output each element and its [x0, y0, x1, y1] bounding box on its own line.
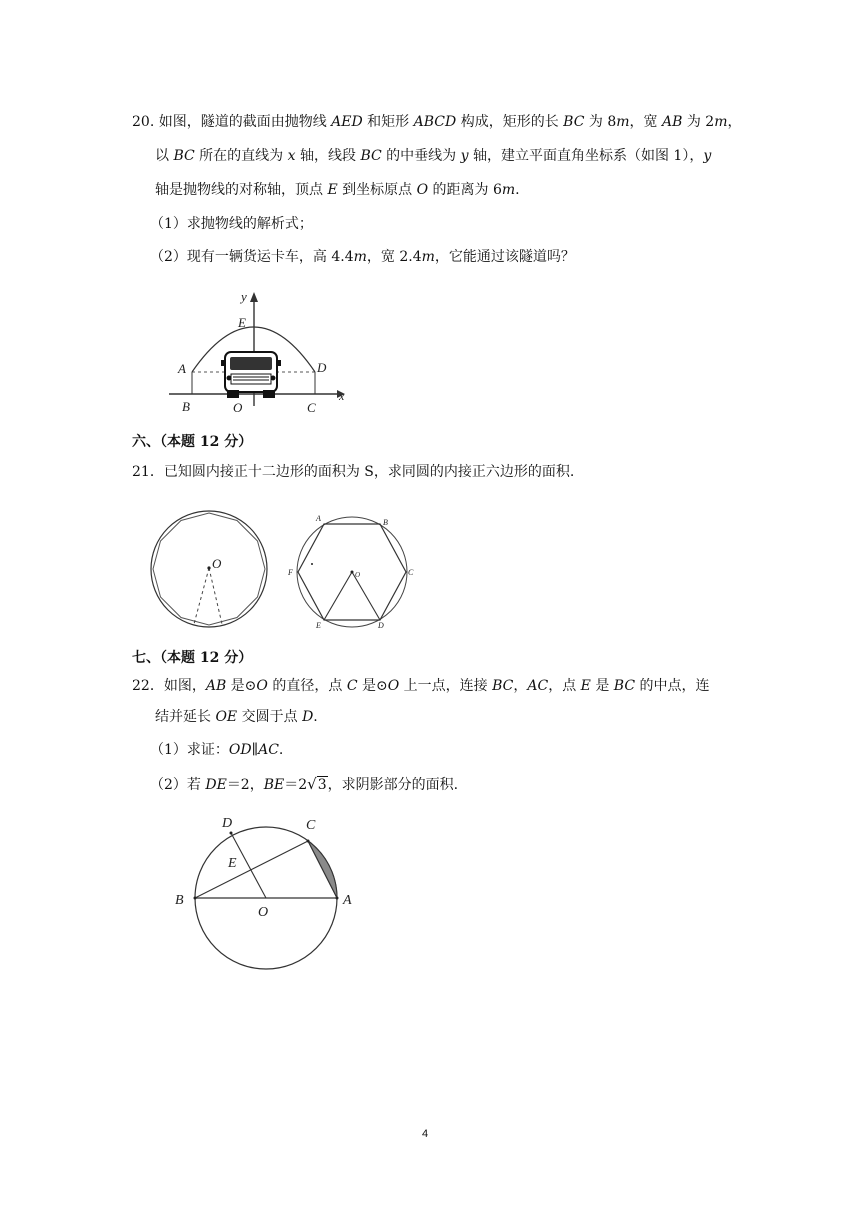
- label-a: A: [343, 893, 352, 908]
- label-c: C: [408, 568, 414, 577]
- label-a: A: [178, 361, 186, 376]
- label-c: C: [307, 400, 316, 415]
- q20-line-3: 轴是抛物线的对称轴，顶点 E 到坐标原点 O 的距离为 6m.: [155, 182, 520, 198]
- sqrt-radicand: 3: [317, 777, 327, 793]
- label-o: O: [258, 905, 269, 920]
- y-axis-arrow: [250, 292, 258, 302]
- chord-bc: [195, 841, 308, 898]
- label-o: O: [212, 556, 222, 571]
- label-d: D: [222, 816, 233, 831]
- label-b: B: [175, 893, 184, 908]
- label-d: D: [378, 621, 384, 630]
- tunnel-figure: [165, 288, 355, 418]
- label-e: E: [228, 856, 237, 871]
- label-f: F: [288, 568, 293, 577]
- q20-line-1: 20. 如图，隧道的截面由抛物线 AED 和矩形 ABCD 构成，矩形的长 BC 为 8m，宽 AB 为 2m，: [132, 114, 742, 130]
- q22-part-1: （1）求证：OD∥AC.: [150, 742, 284, 758]
- sqrt-symbol: √: [307, 775, 317, 793]
- label-b: B: [182, 399, 190, 414]
- q20-line-2: 以 BC 所在的直线为 x 轴，线段 BC 的中垂线为 y 轴，建立平面直角坐标系（如图 1），y: [155, 148, 712, 164]
- hexagon-figure: [288, 512, 418, 632]
- label-x: x: [339, 389, 345, 403]
- q22-line-1: 22．如图，AB 是⊙O 的直径，点 C 是⊙O 上一点，连接 BC，AC，点 E 是 BC 的中点，连: [132, 678, 710, 694]
- label-a: A: [316, 514, 321, 523]
- label-e: E: [238, 315, 246, 330]
- page-number: 4: [422, 1128, 429, 1140]
- dodecagon-figure: [146, 506, 272, 632]
- q22-part-2: （2）若 DE＝2，BE＝2√3，求阴影部分的面积.: [150, 775, 459, 793]
- label-d: D: [317, 360, 327, 375]
- label-c: C: [306, 818, 316, 833]
- label-e: E: [316, 621, 321, 630]
- q20-part-2: （2）现有一辆货运卡车，高 4.4m，宽 2.4m，它能通过该隧道吗？: [150, 249, 575, 265]
- truck-icon: [221, 352, 281, 398]
- circle-figure: [170, 810, 370, 974]
- chord-ca: [308, 841, 337, 898]
- section-7-heading: 七、（本题 12 分）: [132, 650, 253, 666]
- label-o: O: [355, 571, 361, 579]
- q20-part-1: （1）求抛物线的解析式；: [150, 216, 313, 232]
- label-o: O: [233, 400, 243, 415]
- label-y: y: [241, 289, 247, 304]
- q22-line-2: 结并延长 OE 交圆于点 D.: [155, 709, 318, 725]
- section-6-heading: 六、（本题 12 分）: [132, 434, 253, 450]
- q21-text: 21．已知圆内接正十二边形的面积为 S，求同圆的内接正六边形的面积.: [132, 464, 575, 480]
- label-b: B: [383, 518, 388, 527]
